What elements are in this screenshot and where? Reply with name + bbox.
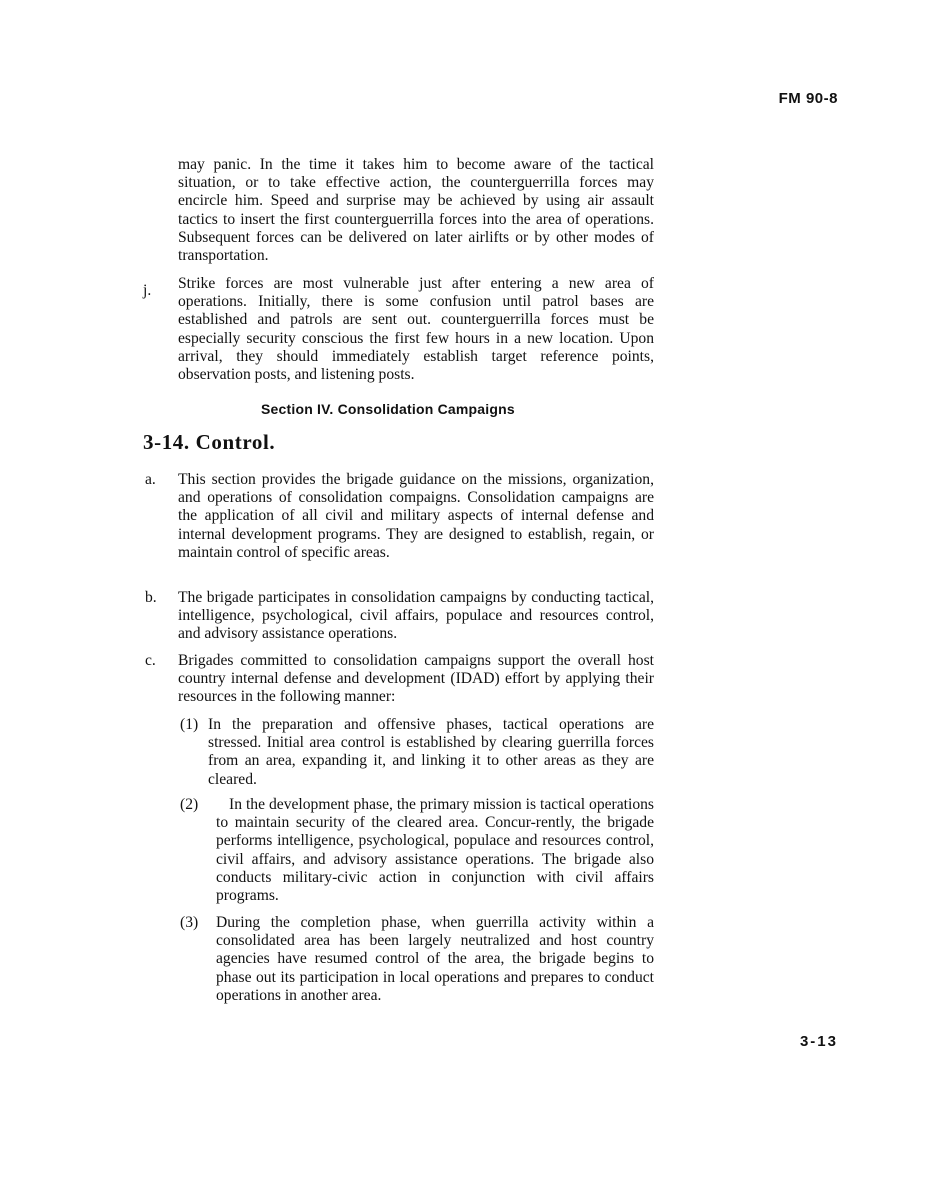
subitem-3-label: (3) <box>180 914 199 931</box>
item-b-text: The brigade participates in consolidation campaigns by conducting tactical, intelligence, psychological, civil affairs, populace and resources control, and advisory assistance operations. <box>178 589 654 643</box>
page-number: 3-13 <box>799 1033 838 1050</box>
subitem-2-label: (2) <box>180 796 199 813</box>
item-a-label: a. <box>145 471 156 488</box>
item-a-text: This section provides the brigade guidance on the missions, organization, and operations of consolidation compaigns. Consolidation campaigns are the application of all civil and military aspects of internal defense and internal development programs. They are designed to establish, regain, or maintain control of specific areas. <box>178 471 654 561</box>
item-c-label: c. <box>145 652 156 669</box>
document-id: FM 90-8 <box>778 90 838 107</box>
paragraph-heading: 3-14. Control. <box>143 430 276 454</box>
item-j-text: Strike forces are most vulnerable just after entering a new area of operations. Initially, there is some confusion until patrol bases are established and patrols are sent out. counterguerrilla forces must be especially security conscious the first few hours in a new location. Upon arrival, they should immediately establish target reference points, observation posts, and listening posts. <box>178 275 654 384</box>
subitem-3-text: During the completion phase, when guerrilla activity within a consolidated area has been largely neutralized and host country agencies have resumed control of the area, the brigade begins to phase out its participation in local operations and prepares to conduct operations in another area. <box>216 914 654 1004</box>
subitem-1-text: In the preparation and offensive phases, tactical operations are stressed. Initial area control is established by clearing guerrilla forces from an area, expanding it, and linking it to other areas as they are cleared. <box>208 716 654 788</box>
item-c-text: Brigades committed to consolidation campaigns support the overall host country internal defense and development (IDAD) effort by applying their resources in the following manner: <box>178 652 654 706</box>
item-j-label: j. <box>143 282 152 299</box>
item-b-label: b. <box>145 589 157 606</box>
continued-paragraph: may panic. In the time it takes him to become aware of the tactical situation, or to take effective action, the counterguerrilla forces may encircle him. Speed and surprise may be achieved by using air assault tactics to insert the first counterguerrilla forces into the area of operations. Subsequent forces can be delivered on later airlifts or by other modes of transportation. <box>178 156 654 265</box>
subitem-1-label: (1) <box>180 716 199 733</box>
subitem-2-text: In the development phase, the primary mission is tactical operations to maintain security of the cleared area. Concur-rently, the brigade performs intelligence, psychological, populace and resources control, civil affairs, and advisory assistance operations. The brigade also conducts military-civic action in conjunction with civil affairs programs. <box>216 796 654 905</box>
section-title: Section IV. Consolidation Campaigns <box>261 401 515 417</box>
